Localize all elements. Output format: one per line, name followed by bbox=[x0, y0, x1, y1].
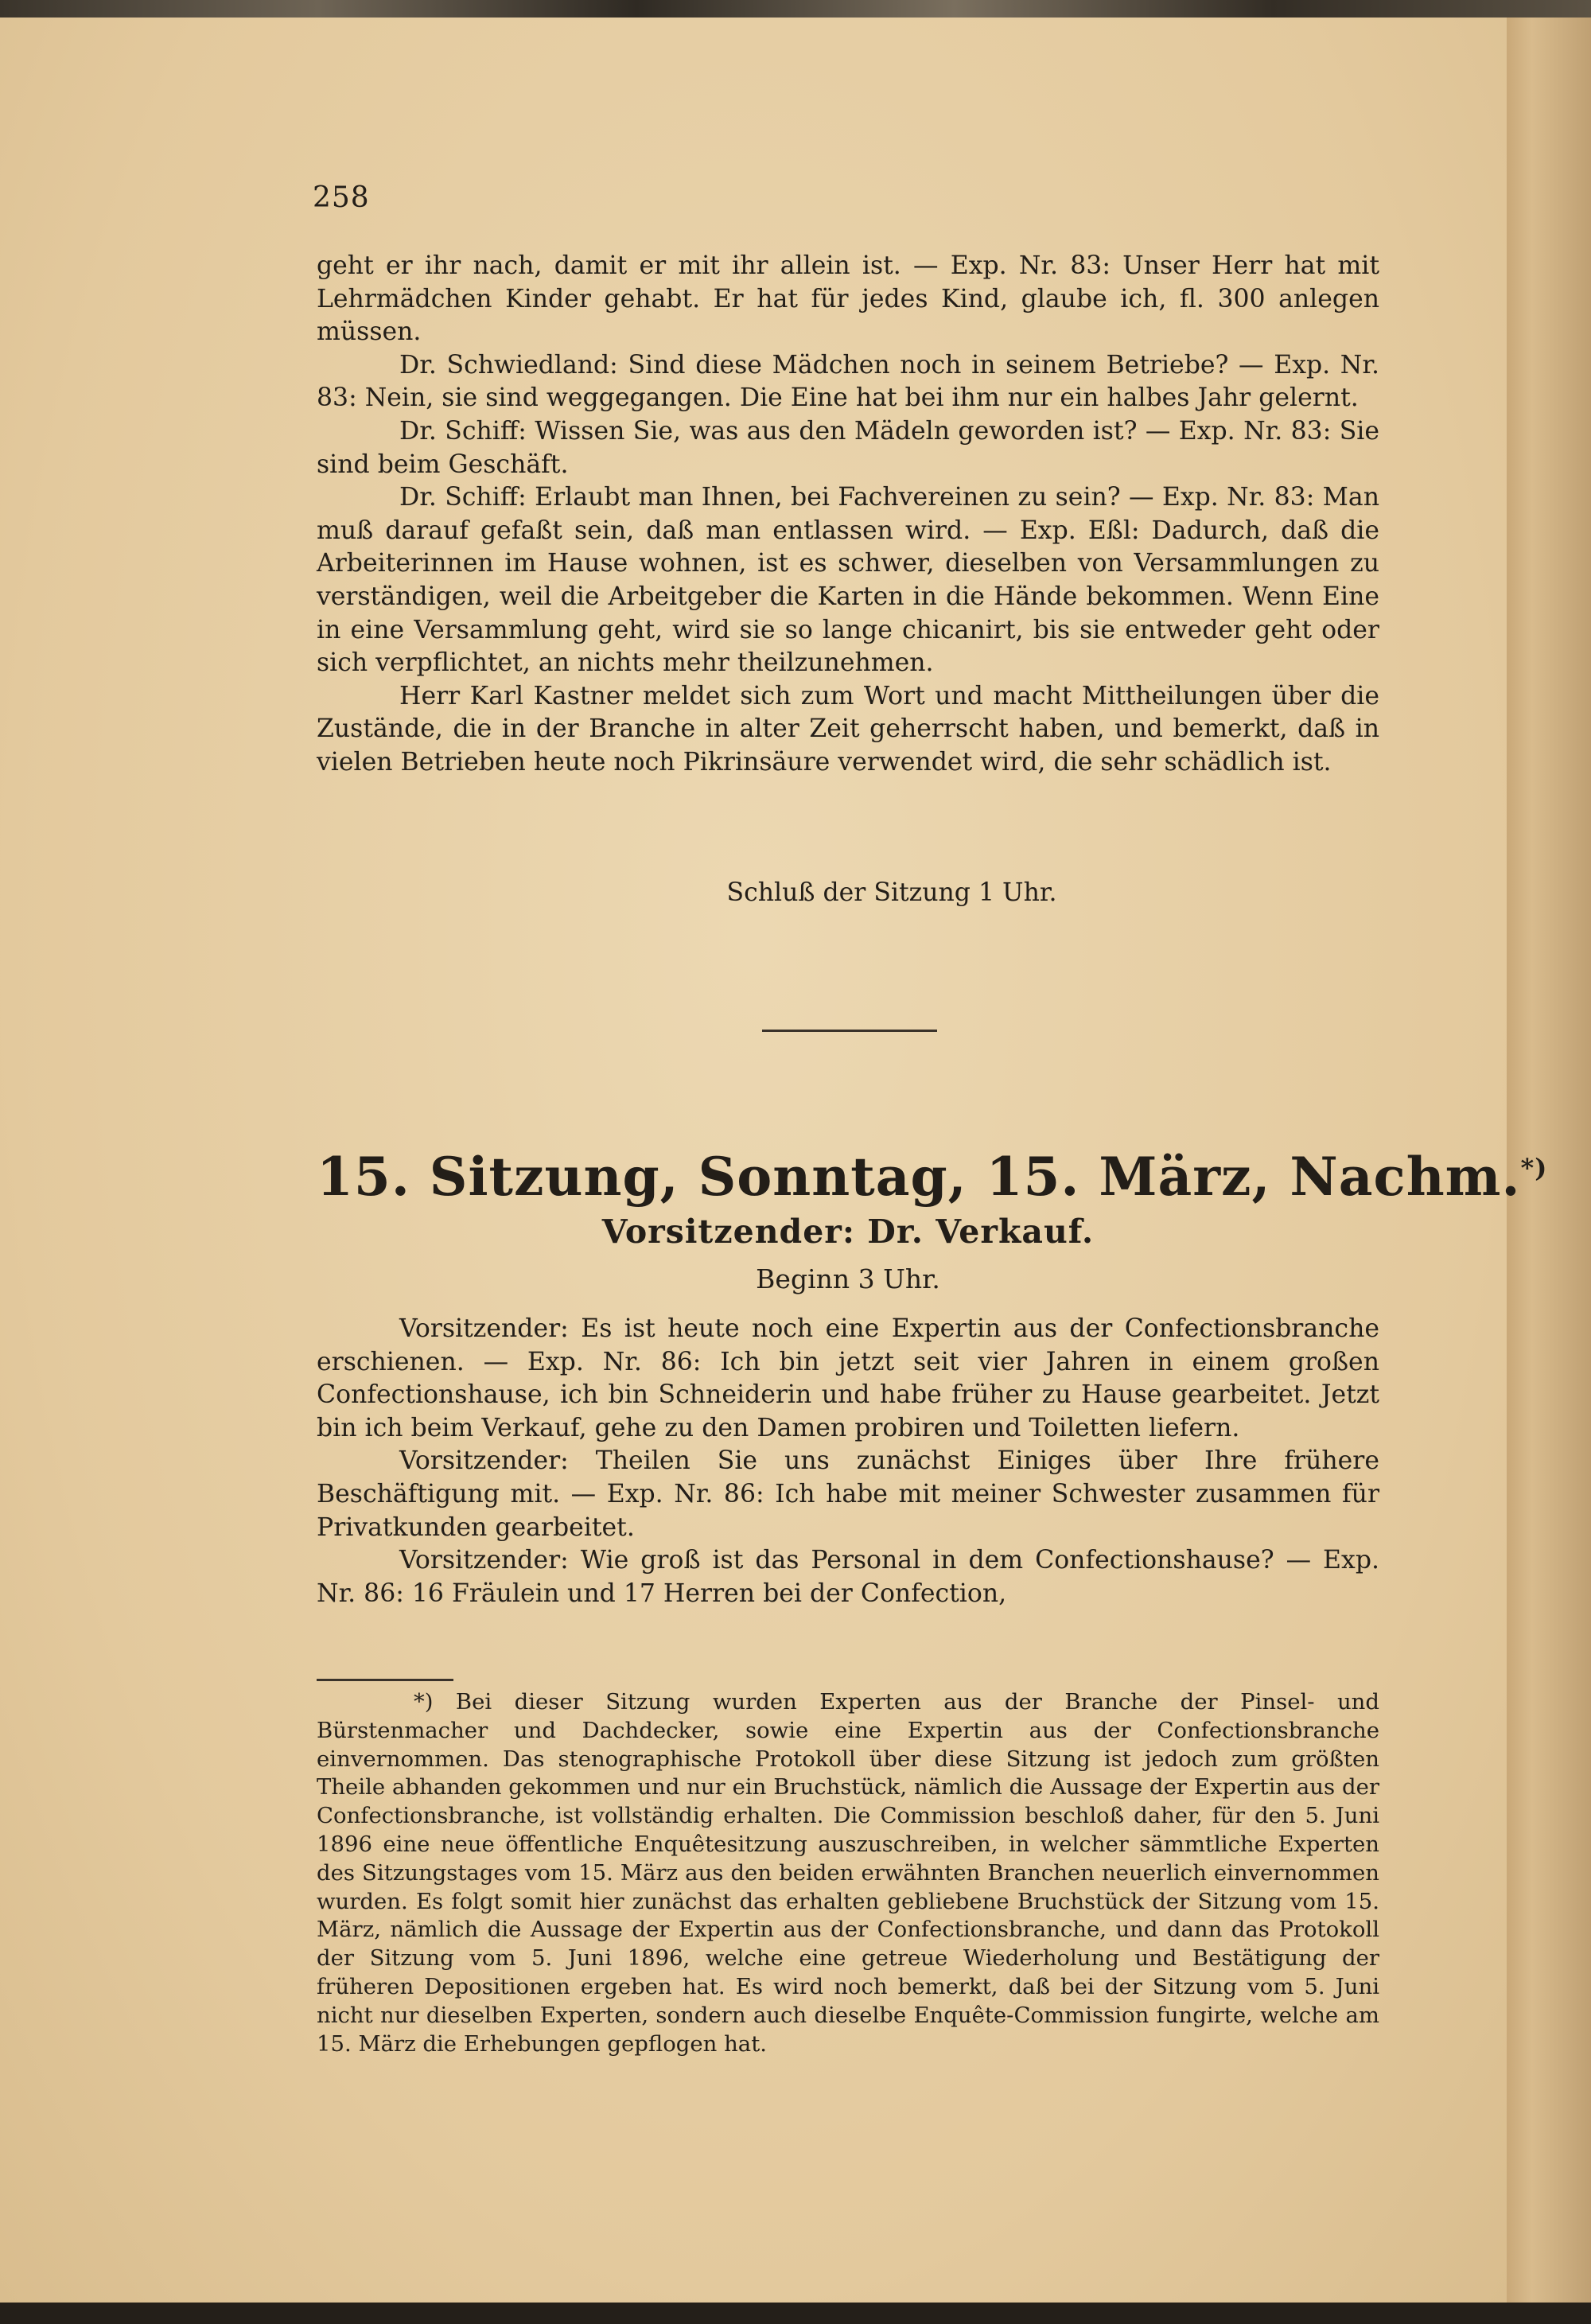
paragraph-schiff-2: Dr. Schiff: Erlaubt man Ihnen, bei Fachvereinen zu sein? — Exp. Nr. 83: Man muß darauf gefaßt sein, daß man entlassen wird. — Exp. Eßl: Dadurch, daß die Arbeiterinnen im Hause wohnen, ist es schwer, dieselben von Versammlungen zu verständigen, weil die Arbeitgeber die Karten in die Hände bekommen. Wenn Eine in eine Versammlung geht, wird sie so lange chicanirt, bis sie entweder geht oder sich verpflichtet, an nichts mehr theilzunehmen. bbox=[317, 483, 1379, 678]
section-heading-text: 15. Sitzung, Sonntag, 15. März, Nachm. bbox=[317, 1146, 1521, 1208]
footnote-rule bbox=[317, 1679, 453, 1681]
footnote bbox=[317, 1688, 1379, 2058]
section-separator-rule bbox=[762, 1030, 937, 1032]
section-heading bbox=[317, 1146, 1548, 1208]
chairman-line: Vorsitzender: Dr. Verkauf. bbox=[601, 1213, 1095, 1251]
minutes-text-section bbox=[317, 1313, 1379, 1610]
paragraph-schwiedland: Dr. Schwiedland: Sind diese Mädchen noch in seinem Betriebe? — Exp. Nr. 83: Nein, sie sind weggegangen. Die Eine hat bei ihm nur ein halbes Jahr gelernt. bbox=[317, 350, 1379, 413]
paragraph-continuation: geht er ihr nach, damit er mit ihr allein ist. — Exp. Nr. 83: Unser Herr hat mit Lehrmädchen Kinder gehabt. Er hat für jedes Kind, glaube ich, fl. 300 anlegen müssen. bbox=[317, 251, 1379, 347]
paragraph-kastner: Herr Karl Kastner meldet sich zum Wort und macht Mittheilungen über die Zustände, die in der Branche in alter Zeit geherrscht haben, und bemerkt, daß in vielen Betrieben heute noch Pikrinsäure verwendet wird, die sehr schädlich ist. bbox=[317, 681, 1379, 777]
session-close-line: Schluß der Sitzung 1 Uhr. bbox=[726, 878, 1057, 907]
session-begin-time: Beginn 3 Uhr. bbox=[756, 1263, 940, 1294]
paragraph-schiff-1: Dr. Schiff: Wissen Sie, was aus den Mädeln geworden ist? — Exp. Nr. 83: Sie sind beim Geschäft. bbox=[317, 416, 1379, 479]
page-number: 258 bbox=[313, 181, 370, 214]
paragraph-vorsitzender-3: Vorsitzender: Wie groß ist das Personal in dem Confectionshause? — Exp. Nr. 86: 16 Fräulein und 17 Herren bei der Confection, bbox=[317, 1546, 1379, 1608]
paragraph-vorsitzender-2: Vorsitzender: Theilen Sie uns zunächst Einiges über Ihre frühere Beschäftigung mit. — Exp. Nr. 86: Ich habe mit meiner Schwester zusammen für Privatkunden gearbeitet. bbox=[317, 1446, 1379, 1542]
minutes-text-top bbox=[317, 250, 1379, 780]
footnote-text: *) Bei dieser Sitzung wurden Experten aus der Branche der Pinsel- und Bürstenmacher und Dachdecker, sowie eine Expertin aus der Confectionsbranche einvernommen. Das stenographische Protokoll über diese Sitzung ist jedoch zum größten Theile abhanden gekommen und nur ein Bruchstück, nämlich die Aussage der Expertin aus der Confectionsbranche, ist vollständig erhalten. Die Commission beschloß daher, für den 5. Juni 1896 eine neue öffentliche Enquêtesitzung auszuschreiben, in welcher sämmtliche Experten des Sitzungstages vom 15. März aus den beiden erwähnten Branchen neuerlich einvernommen wurden. Es folgt somit hier zunächst das erhalten gebliebene Bruchstück der Sitzung vom 15. März, nämlich die Aussage der Expertin aus der Confectionsbranche, und dann das Protokoll der Sitzung vom 5. Juni 1896, welche eine getreue Wiederholung und Bestätigung der früheren Depositionen ergeben hat. Es wird noch bemerkt, daß bei der Sitzung vom 5. Juni nicht nur dieselben Experten, sondern auch dieselbe Enquête-Commission fungirte, welche am 15. März die Erhebungen gepflogen hat. bbox=[317, 1689, 1379, 2057]
footnote-marker: *) bbox=[1520, 1153, 1548, 1183]
paragraph-vorsitzender-1: Vorsitzender: Es ist heute noch eine Expertin aus der Confectionsbranche erschienen. — Exp. Nr. 86: Ich bin jetzt seit vier Jahren in einem großen Confectionshause, ich bin Schneiderin und habe früher zu Hause gearbeitet. Jetzt bin ich beim Verkauf, gehe zu den Damen probiren und Toiletten liefern. bbox=[317, 1314, 1379, 1442]
scan-bottom-edge bbox=[0, 2303, 1591, 2324]
